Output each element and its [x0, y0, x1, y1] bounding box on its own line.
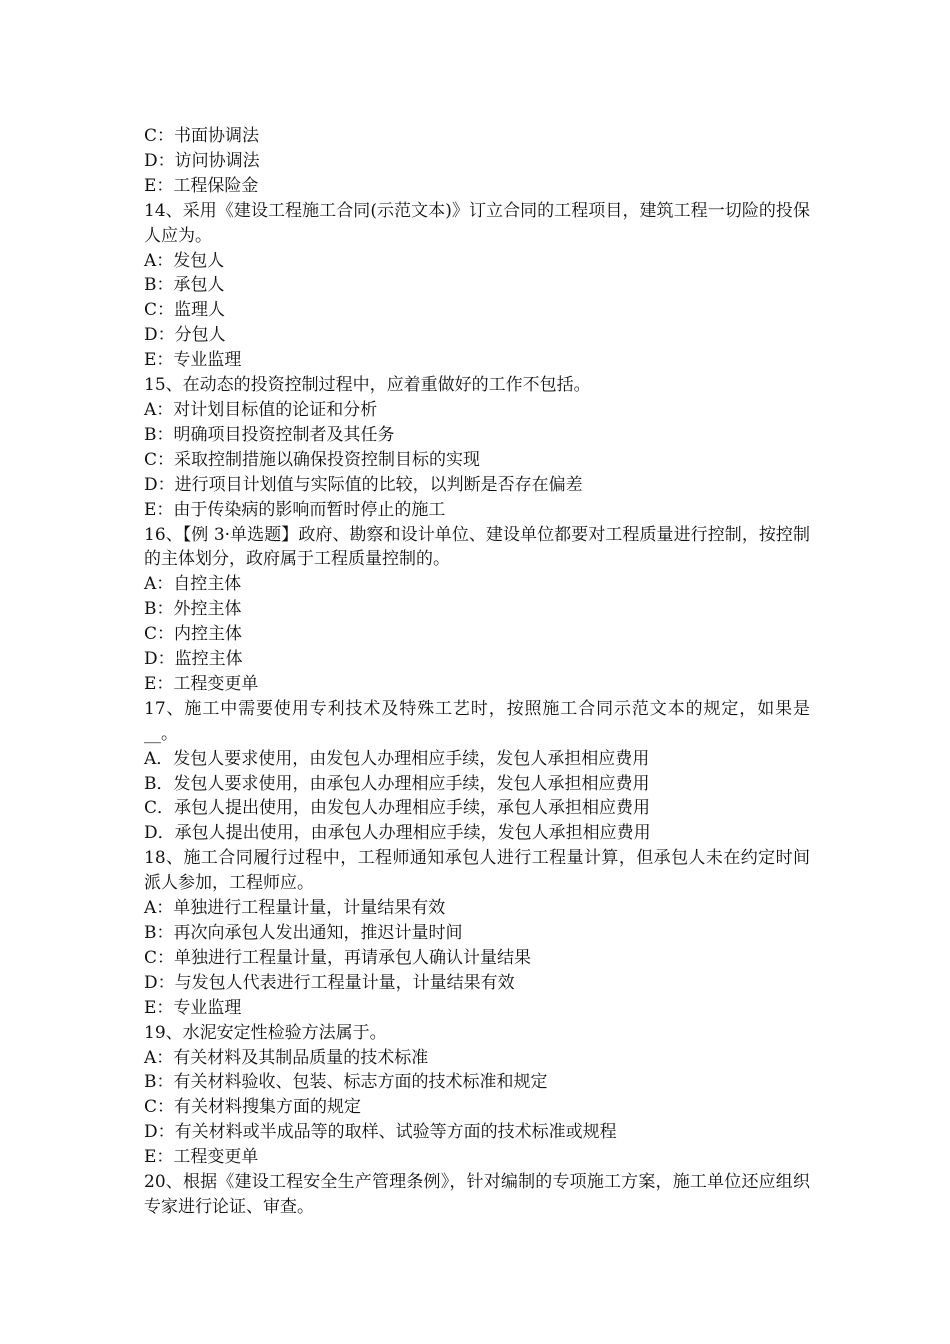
answer-option: D：与发包人代表进行工程量计量，计量结果有效 [144, 972, 515, 993]
answer-option: E：专业监理 [144, 350, 242, 371]
answer-option: D：监控主体 [144, 649, 243, 670]
question-text: 17、施工中需要使用专利技术及特殊工艺时，按照施工合同示范文本的规定，如果是__。 [144, 698, 810, 744]
answer-option: B．发包人要求使用，由承包人办理相应手续，发包人承担相应费用 [144, 773, 650, 794]
answer-option: A：对计划目标值的论证和分析 [144, 399, 378, 420]
answer-option: A．发包人要求使用，由发包人办理相应手续，发包人承担相应费用 [144, 748, 650, 769]
answer-option: C：有关材料搜集方面的规定 [144, 1097, 362, 1118]
answer-option: D：分包人 [144, 325, 226, 346]
answer-option: B：外控主体 [144, 599, 242, 620]
answer-option: E：由于传染病的影响而暂时停止的施工 [144, 499, 446, 520]
answer-option: D．承包人提出使用，由承包人办理相应手续，发包人承担相应费用 [144, 823, 651, 844]
answer-option: E：工程变更单 [144, 673, 259, 694]
question-text: 19、水泥安定性检验方法属于。 [144, 1022, 387, 1043]
answer-option: A：有关材料及其制品质量的技术标准 [144, 1047, 429, 1068]
question-text: 18、施工合同履行过程中，工程师通知承包人进行工程量计算，但承包人未在约定时间派人参加，工程师应。 [144, 848, 810, 894]
answer-option: A：自控主体 [144, 574, 242, 595]
question-text: 14、采用《建设工程施工合同(示范文本)》订立合同的工程项目，建筑工程一切险的投保人应为。 [144, 200, 810, 246]
answer-option: D：有关材料或半成品等的取样、试验等方面的技术标准或规程 [144, 1122, 617, 1143]
question-text: 15、在动态的投资控制过程中，应着重做好的工作不包括。 [144, 375, 591, 396]
answer-option: B：再次向承包人发出通知，推迟计量时间 [144, 923, 463, 943]
question-text: 16、【例 3·单选题】政府、勘察和设计单位、建设单位都要对工程质量进行控制，按控制的主体划分，政府属于工程质量控制的。 [144, 524, 810, 570]
answer-option: D：访问协调法 [144, 150, 260, 171]
answer-option: C：单独进行工程量计量，再请承包人确认计量结果 [144, 947, 532, 968]
answer-option: B：明确项目投资控制者及其任务 [144, 424, 395, 445]
answer-option: C：监理人 [144, 300, 226, 321]
answer-option: C．承包人提出使用，由发包人办理相应手续，承包人承担相应费用 [144, 798, 651, 819]
answer-option: E：专业监理 [144, 997, 242, 1018]
answer-option: A：单独进行工程量计量，计量结果有效 [144, 898, 446, 919]
answer-option: C：采取控制措施以确保投资控制目标的实现 [144, 449, 481, 470]
question-text: 20、根据《建设工程安全生产管理条例》，针对编制的专项施工方案，施工单位还应组织专家进行论证、审查。 [144, 1172, 810, 1217]
answer-option: A：发包人 [144, 250, 225, 271]
document-page [144, 124, 810, 1220]
answer-option: B：承包人 [144, 275, 225, 296]
answer-option: B：有关材料验收、包装、标志方面的技术标准和规定 [144, 1072, 548, 1093]
answer-option: D：进行项目计划值与实际值的比较，以判断是否存在偏差 [144, 474, 583, 495]
answer-option: C：书面协调法 [144, 126, 260, 146]
answer-option: E：工程保险金 [144, 175, 259, 196]
answer-option: E：工程变更单 [144, 1147, 259, 1168]
answer-option: C：内控主体 [144, 624, 243, 645]
